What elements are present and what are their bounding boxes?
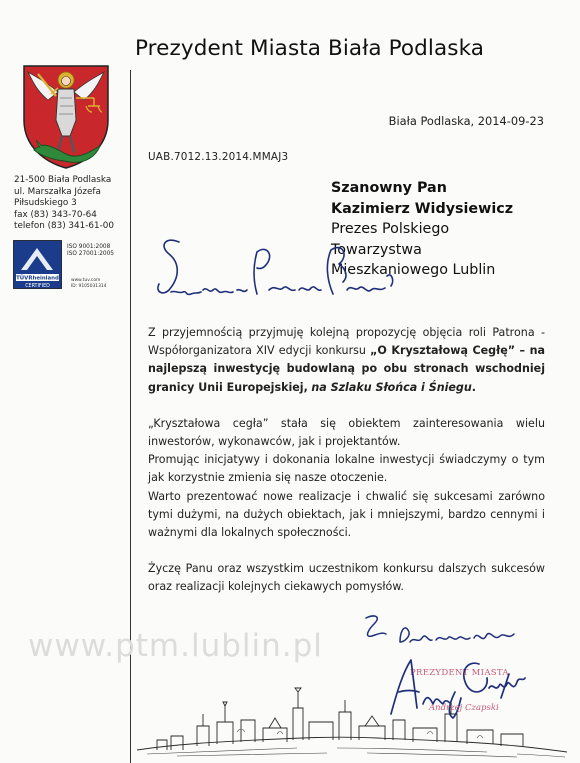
- tuv-certification-badge: [13, 240, 125, 290]
- stamp-title: PREZYDENT MIASTA: [410, 668, 509, 678]
- tuv-url-text: www.tuv.com: [71, 278, 101, 283]
- fax-number: fax (83) 343-70-64: [14, 209, 97, 220]
- recipient-title: Prezes Polskiego: [331, 221, 450, 237]
- tuv-id-text: ID: 9105031314: [71, 284, 107, 289]
- address-line: ul. Marszałka Józefa: [14, 186, 101, 197]
- coat-of-arms-icon: [18, 62, 114, 170]
- body-paragraph-1: [148, 324, 545, 397]
- tuv-certified-text: CERTIFIED: [25, 284, 50, 289]
- place-and-date: Biała Podlaska, 2014-09-23: [388, 114, 544, 128]
- body-paragraph-4: Warto prezentować nowe realizacje i chwalić się sukcesami zarówno tymi dużymi, na dużych obiektach, jak i mniejszymi, bardzo cennymi i ważnymi dla lokalnych społeczności.: [148, 489, 545, 540]
- recipient-title: Towarzystwa: [331, 241, 422, 258]
- body-paragraph-3: Promując inicjatywy i dokonania lokalne inwestycji świadczymy o tym jak korzystnie zmienia się nasze otoczenie.: [148, 453, 545, 485]
- stamp-signatory-name: Andrzej Czapski: [429, 703, 499, 713]
- watermark-text: www.ptm.lublin.pl: [28, 628, 323, 664]
- paragraph-text: .: [471, 380, 476, 394]
- recipient-salutation: Szanowny Pan: [331, 180, 447, 196]
- body-paragraph-2: „Kryształowa cegła” stała się obiektem zainteresowania wielu inwestorów, wykonawców, jak i projektantów.: [148, 416, 545, 449]
- paragraph-text: Z przyjemnością przyjmuję kolejną propozycję objęcia roli Patrona - Współorganizatora XIV edycji konkursu: [148, 326, 545, 358]
- iso-9001-text: ISO 9001:2008: [67, 244, 111, 250]
- letter-body: [148, 324, 545, 597]
- body-paragraph-5: Życzę Panu oraz wszystkim uczestnikom konkursu dalszych sukcesów oraz realizacji kolejnych ciekawych pomysłów.: [148, 562, 545, 594]
- recipient-title: Mieszkaniowego Lublin: [331, 262, 496, 278]
- sender-address: [14, 175, 114, 233]
- iso-27001-text: ISO 27001:2005: [67, 251, 114, 257]
- handwritten-greeting-signature: [145, 232, 405, 312]
- address-line: 21-500 Biała Podlaska: [14, 175, 112, 185]
- tuv-brand-text: TÜVRheinland: [16, 275, 59, 282]
- phone-number: telefon (83) 341-61-00: [14, 221, 114, 232]
- letterhead-title: Prezydent Miasta Biała Podlaska: [135, 36, 485, 61]
- contest-name: „O Kryształową Cegłę” – na najlepszą inwestycję budowlaną po obu stronach wschodniej granicy Unii Europejskiej,: [148, 344, 545, 394]
- address-line: Piłsudskiego 3: [14, 198, 77, 209]
- contest-route: na Szlaku Słońca i Śniegu: [311, 380, 472, 394]
- reference-number: UAB.7012.13.2014.MMAJ3: [148, 151, 289, 163]
- recipient-name: Kazimierz Widysiewicz: [331, 200, 514, 217]
